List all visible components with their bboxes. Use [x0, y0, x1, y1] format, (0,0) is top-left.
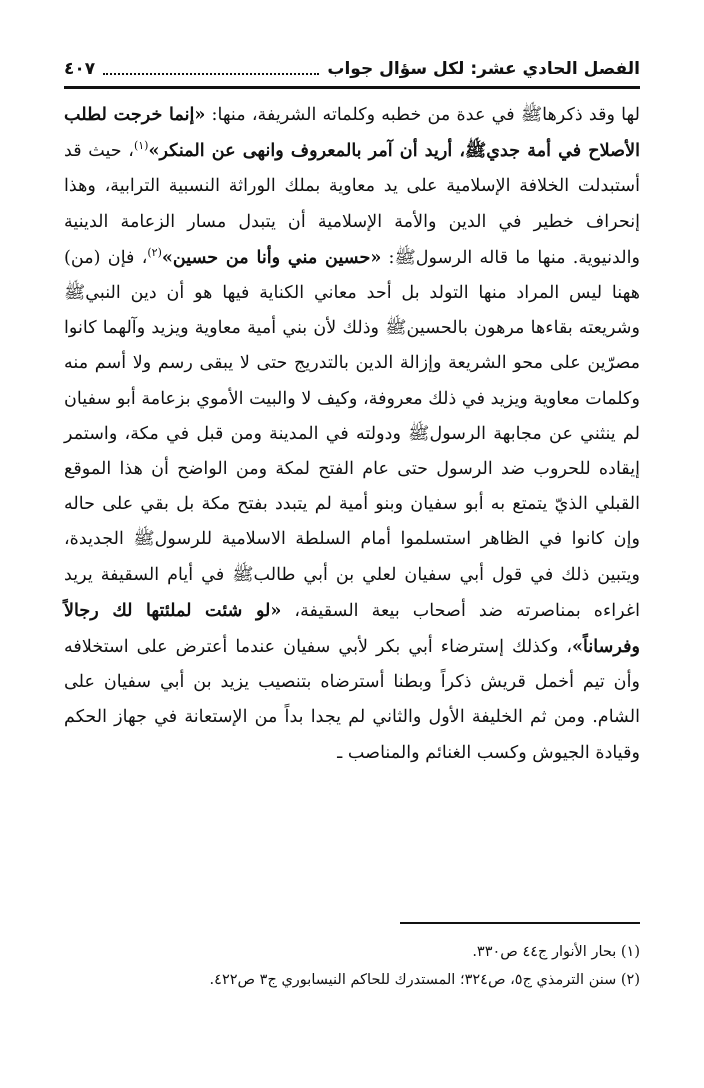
text-run: ، فإن (من) ههنا ليس المراد منها التولد بل أحد معاني الكناية فيها هو أن دين النبي	[64, 247, 640, 304]
text-run: في عدة من خطبه وكلماته الشريفة، منها:	[205, 105, 521, 125]
honorific-glyph: ﷺ	[520, 105, 543, 125]
hadith-quote: «حسين مني وأنا من حسين»	[161, 246, 382, 268]
honorific-glyph: ﷺ	[408, 423, 430, 444]
running-header	[64, 56, 640, 89]
hadith-quote: ، أريد أن آمر بالمعروف وانهى عن المنكر»	[148, 140, 466, 162]
honorific-glyph: ﷺ	[394, 247, 416, 268]
text-run: في أيام السقيفة يريد اغراءه بمناصرته ضد أصحاب بيعة السقيفة،	[64, 564, 640, 621]
chapter-title: الفصل الحادي عشر: لكل سؤال جواب	[327, 59, 640, 79]
honorific-glyph: ﷺ	[133, 529, 155, 550]
text-run: الجديدة، ويتبين ذلك في قول أبي سفيان لعلي بن أبي طالب	[64, 529, 640, 585]
footnotes	[64, 938, 640, 994]
header-leader-dots	[103, 73, 319, 75]
page-number: ٤٠٧	[64, 59, 96, 79]
body-text	[64, 97, 640, 771]
text-run: :	[381, 247, 395, 268]
hadith-quote: «إنما خرجت لطلب الأصلاح في أمة جدي	[64, 104, 641, 162]
footnote-2: (٢) سنن الترمذي ج٥، ص٣٢٤؛ المستدرك للحاكم النيسابوري ج٣ ص٤٢٢.	[209, 972, 640, 988]
honorific-glyph: ﷺ	[64, 283, 86, 304]
text-run: ودولته في المدينة ومن قبل في مكة، واستمر إيقاده للحروب ضد الرسول حتى عام الفتح لمكة ومن الواضح أن هذا الموقع القبلي الذيّ يتمتع به أبو سفيان وبنو أمية لم يتبدد بفتح مكة بل بقي على حاله وإن كانوا في الظاهر استسلموا أمام السلطة الاسلامية للرسول	[64, 423, 640, 550]
text-run: لها وقد ذكرها	[542, 105, 640, 125]
honorific-glyph: ﷺ	[465, 140, 487, 162]
text-run: ، وكذلك إسترضاء أبي بكر لأبي سفيان عندما أعترض على استخلافه وأن تيم أخمل قريش ذكراً وبطنا أسترضاه بتنصيب يزيد بن أبي سفيان على الشام. ومن ثم الخليفة الأول والثاني لم يجدا بداً من الإستعانة في جهاز الحكم وقيادة الجيوش وكسب الغنائم والمناصب ـ	[64, 637, 640, 763]
main-paragraph	[64, 97, 640, 771]
footnote-divider	[400, 922, 640, 924]
book-page	[64, 56, 641, 988]
quote: «لو شئت لملئتها لك رجالاً وفرساناً»	[64, 599, 640, 658]
footnote-1: (١) بحار الأنوار ج٤٤ ص٣٣٠.	[472, 944, 640, 960]
honorific-glyph: ﷺ	[385, 318, 407, 339]
text-run: وشريعته بقاءها مرهون بالحسين	[406, 318, 640, 339]
footnote-ref-1[interactable]: (١)	[133, 139, 149, 153]
footnote-ref-2[interactable]: (٢)	[147, 245, 162, 259]
honorific-glyph: ﷺ	[232, 564, 254, 585]
text-run: وذلك لأن بني أمية معاوية ويزيد وآلهما كانوا مصرّين على محو الشريعة وإزالة الدين بالتدريج حتى لا يبقى رسم ولا أسم منه وكلمات معاوية ويزيد في ذلك معروفة، وكيف لا والبيت الأموي بزعامة أبو سفيان لم ينثني عن مجابهة الرسول	[64, 318, 640, 444]
text-run: ، حيث قد أستبدلت الخلافة الإسلامية على يد معاوية بملك الوراثة النسبية الترابية، وهذا إنحراف خطير في الدين والأمة الإسلامية أن يتبدل مسار الزعامة الدينية والدنيوية. منها ما قاله الرسول	[64, 141, 640, 268]
